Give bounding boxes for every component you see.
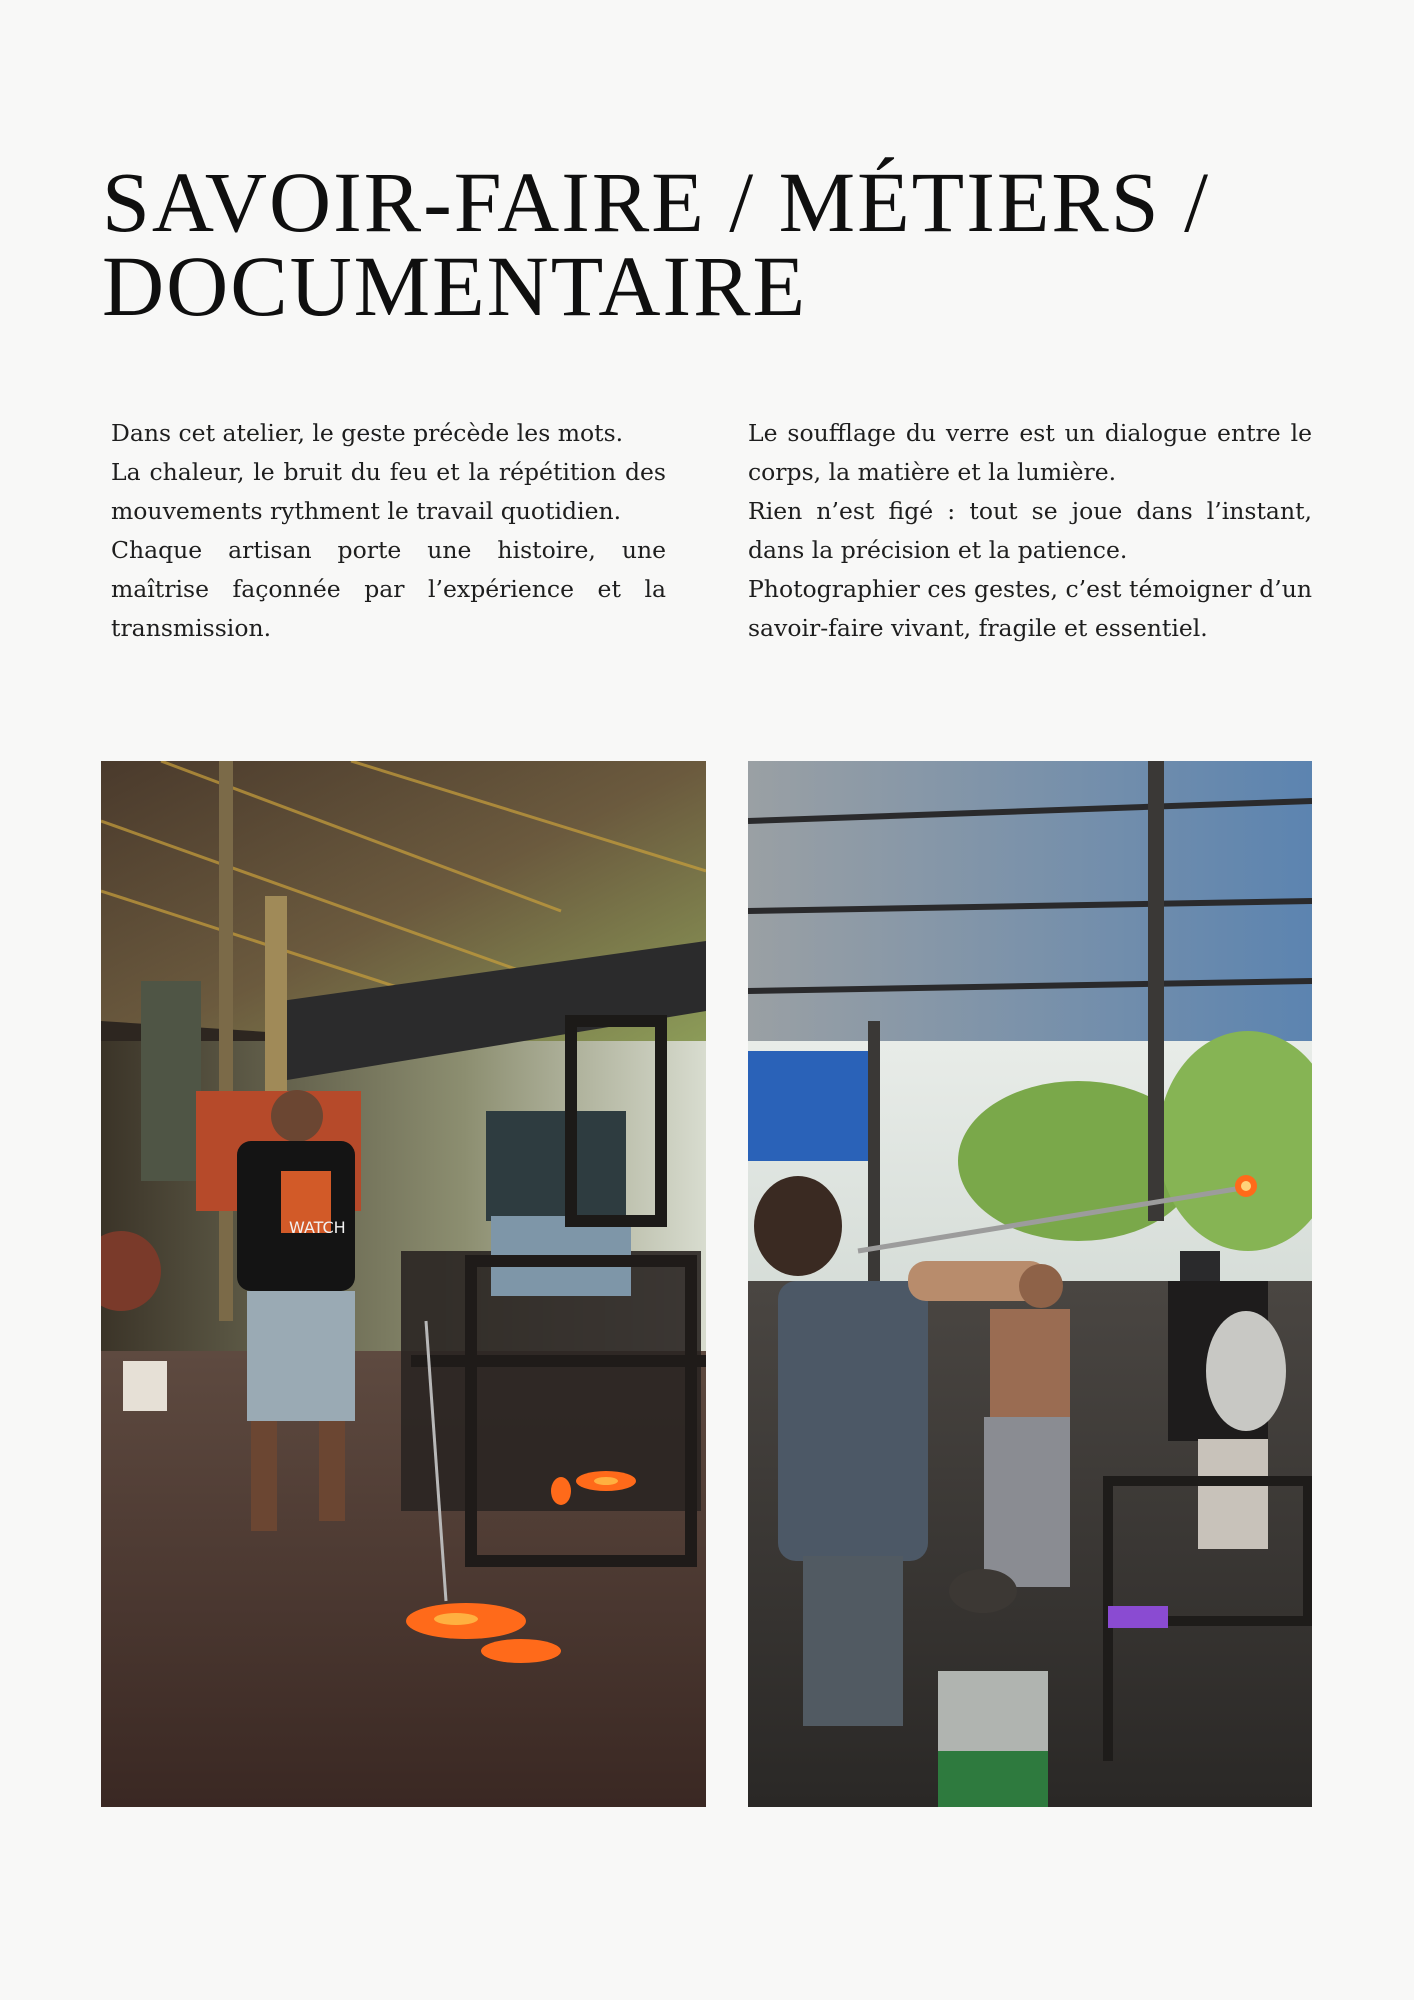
shirt-text: WATCH xyxy=(289,1218,346,1237)
intro-column-right xyxy=(748,414,1312,648)
photo-artisan-forge-image xyxy=(101,761,706,1807)
intro-column-left xyxy=(111,414,666,648)
title-line-1: SAVOIR-FAIRE / MÉTIERS / xyxy=(102,154,1210,250)
page-title xyxy=(102,154,1342,334)
paragraph: Photographier ces gestes, c’est témoigner d’un savoir-faire vivant, fragile et essentiel. xyxy=(748,575,1312,642)
title-line-2: DOCUMENTAIRE xyxy=(102,238,808,334)
photo-artisan-forge xyxy=(101,761,706,1807)
photo-glassblower-image xyxy=(748,761,1312,1807)
paragraph: Le soufflage du verre est un dialogue entre le corps, la matière et la lumière. xyxy=(748,419,1312,486)
paragraph: Dans cet atelier, le geste précède les mots. xyxy=(111,419,624,447)
paragraph: Chaque artisan porte une histoire, une maîtrise façonnée par l’expérience et la transmission. xyxy=(111,536,666,642)
paragraph: Rien n’est figé : tout se joue dans l’instant, dans la précision et la patience. xyxy=(748,497,1312,564)
paragraph: La chaleur, le bruit du feu et la répétition des mouvements rythment le travail quotidien. xyxy=(111,458,666,525)
photo-glassblower xyxy=(748,761,1312,1807)
